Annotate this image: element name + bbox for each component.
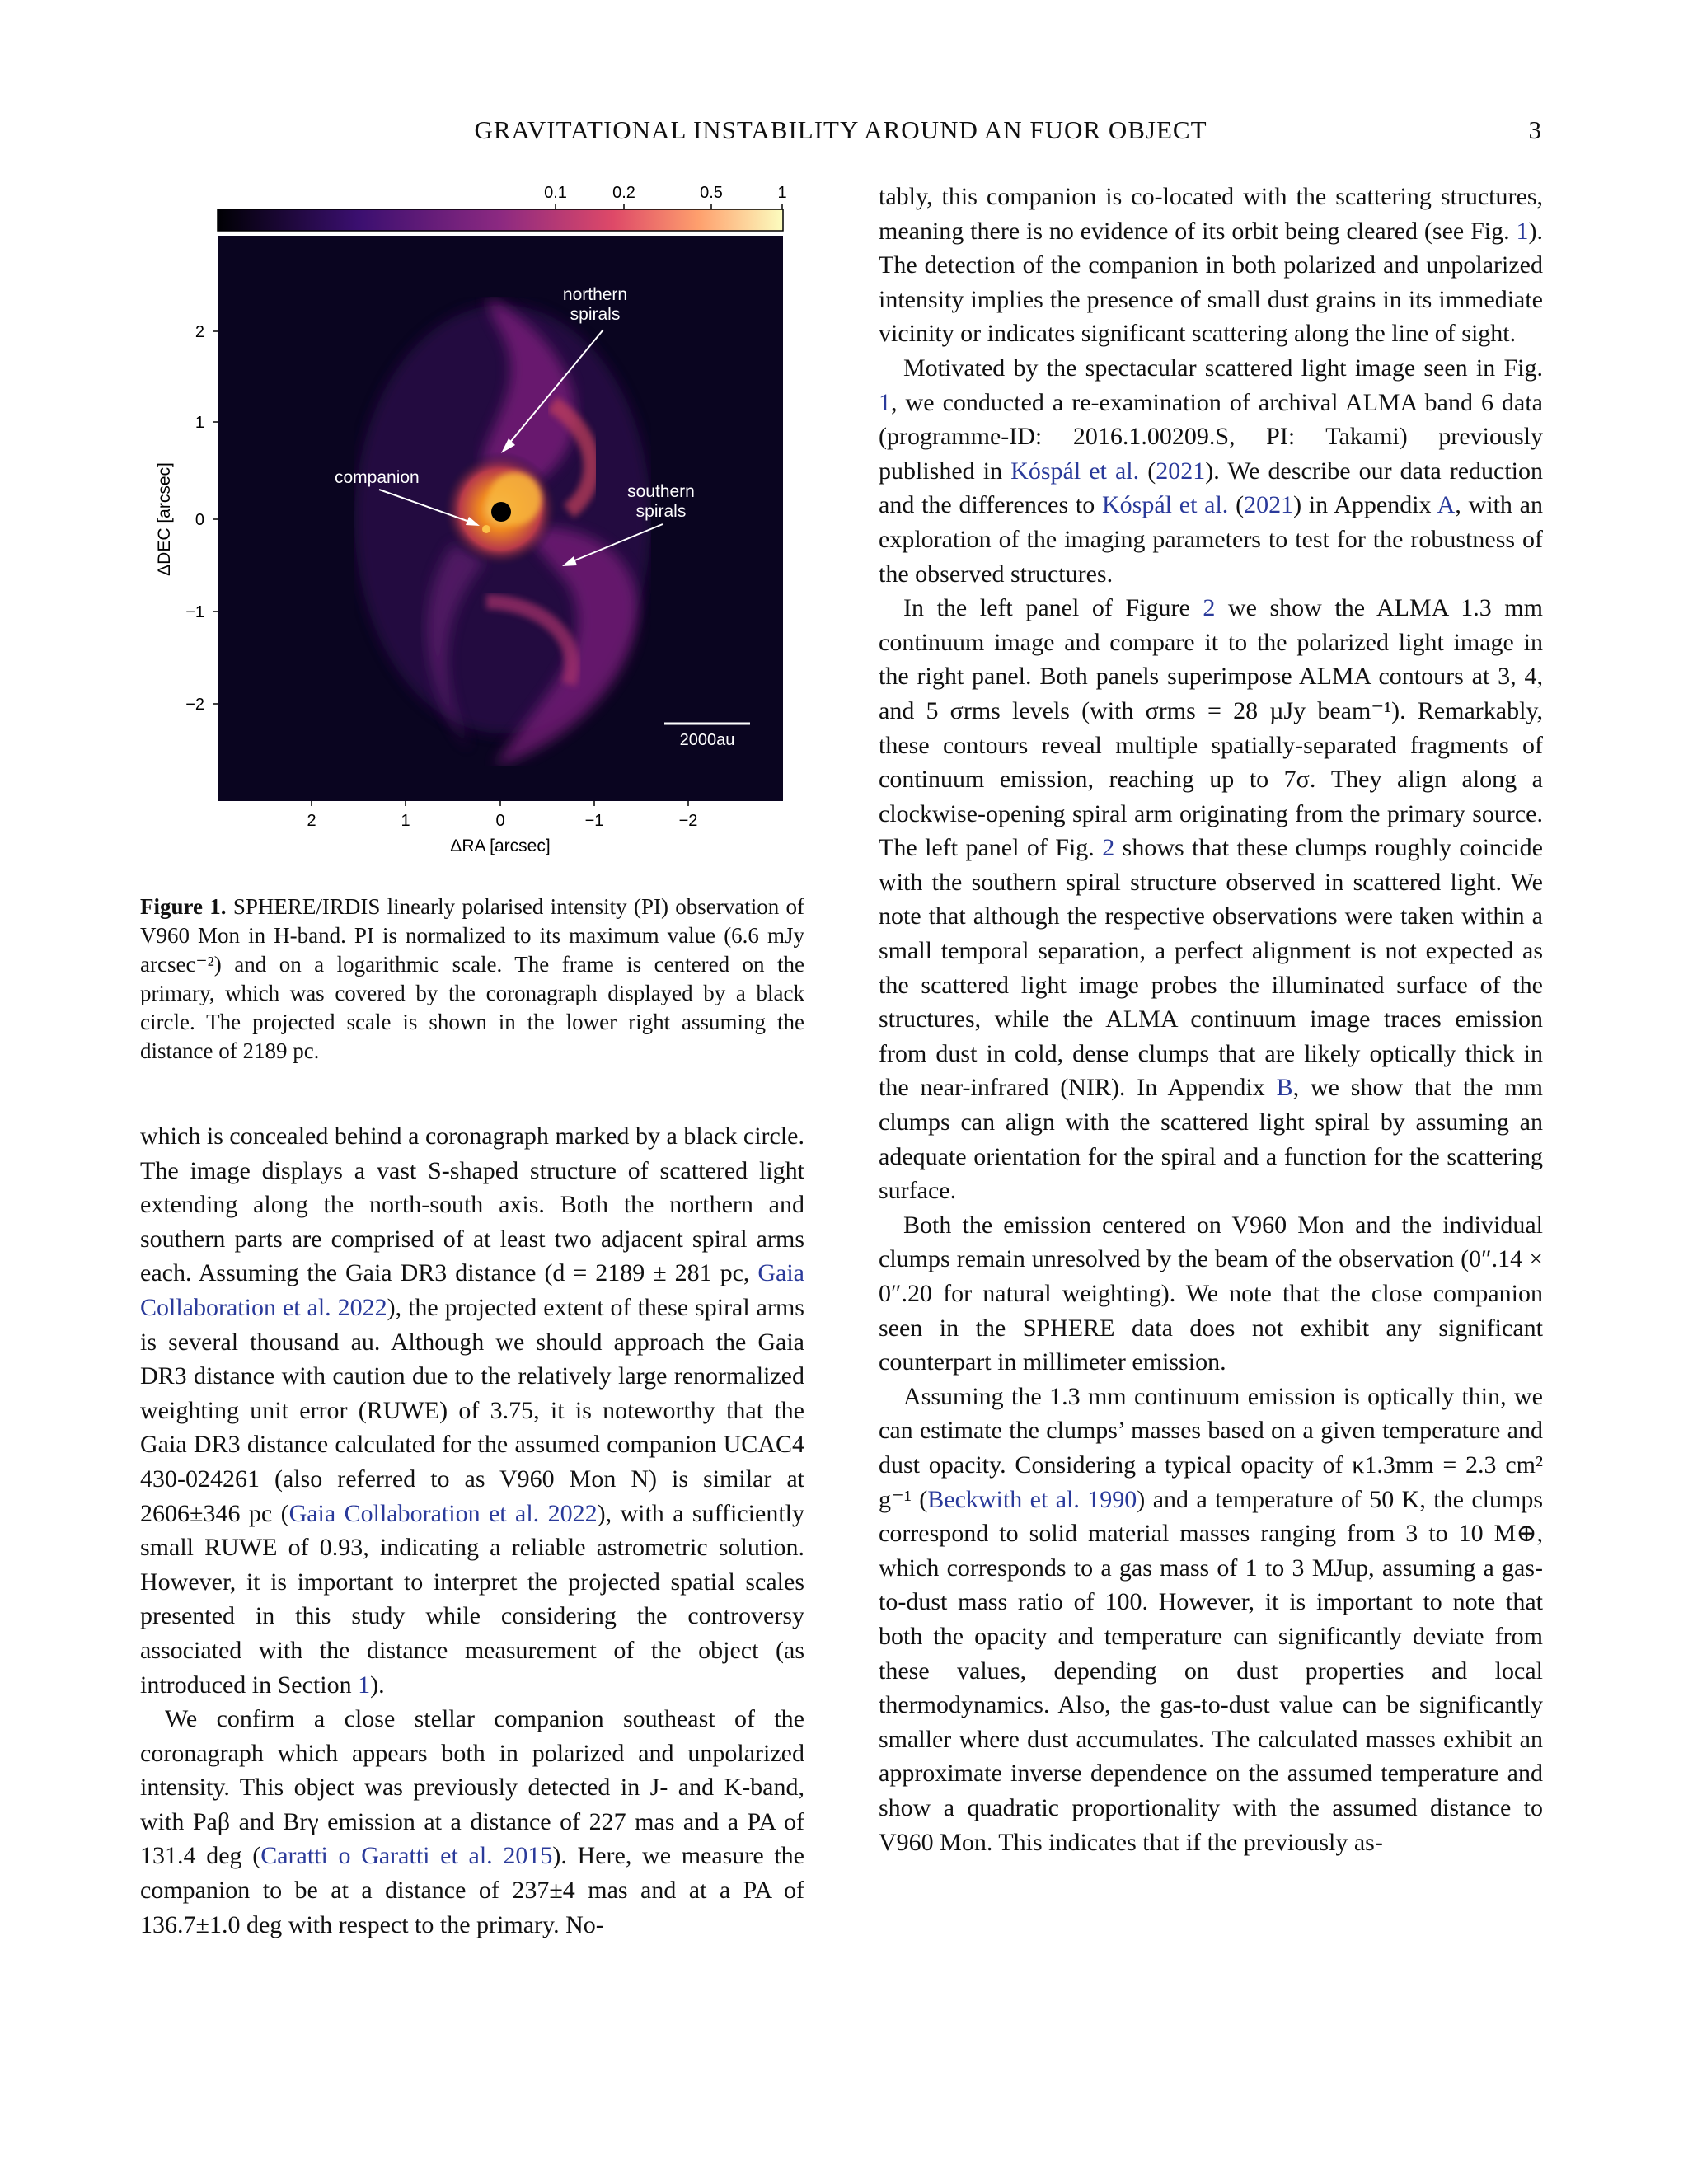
appendix-link[interactable]: A (1437, 491, 1456, 519)
paragraph (140, 1119, 804, 1702)
text-run: , we conducted a re-examination of archival ALMA band 6 data (programme-ID: 2016.1.00209.S, PI: Takami) previously published in (879, 388, 1543, 485)
caption-text: SPHERE/IRDIS linearly polarised intensity (PI) observation of V960 Mon in H-band. PI is normalized to its maximum value (6.6 mJy arcsec⁻²) and on a logarithmic scale. The frame is centered on the primary, which was covered by the coronagraph displayed by a black circle. The projected scale is shown in the lower right assuming the distance of 2189 pc. (140, 894, 804, 1063)
text-run: We confirm a close stellar companion southeast of the coronagraph which appears both in polarized and unpolarized intensity. This object was previously detected in J- and K-band, with Paβ and Brγ emission at a distance of 227 mas and a PA of 131.4 deg ( (140, 1705, 804, 1870)
text-run: ) in Appendix (1293, 491, 1437, 519)
appendix-link[interactable]: B (1276, 1074, 1293, 1102)
text-run: , we show that the mm clumps can align with the scattered light spiral by assuming an adequate orientation for the spiral and a function for the scattering surface. (879, 1074, 1543, 1205)
text-run: tably, this companion is co-located with the scattering structures, meaning there is no evidence of its orbit being cleared (see Fig. (879, 183, 1543, 245)
citation-link[interactable]: Beckwith et al. 1990 (927, 1485, 1137, 1513)
text-run: ). (370, 1671, 385, 1699)
annotation-southern: southern (627, 482, 695, 501)
y-tick-label: −2 (185, 696, 204, 714)
paragraph: Motivated by the spectacular scattered light image seen in Fig. 1, we conducted a re-examination of archival ALMA band 6 data (programme-ID: 2016.1.00209.S, PI: Takami) previously published in Kóspál et al. (2021). We describe our data reduction and the differences to Kóspál et al. (2021) in Appendix A, with an exploration of the imaging parameters to test for the robustness of the observed structures. (879, 354, 1544, 588)
figure-caption (140, 893, 804, 1066)
figure-1-image (140, 173, 804, 898)
section-link[interactable]: 1 (358, 1671, 371, 1699)
coronagraph-mask (491, 502, 511, 522)
text-run: ). Here, we measure the companion to be at a distance of 237±4 mas and at a PA of 136.7±1.0 deg with respect to the primary. No- (140, 1842, 804, 1938)
text-run: which is concealed behind a coronagraph marked by a black circle. The image displays a vast S-shaped structure of scattered light extending along the north-south axis. Both the northern and southern parts are comprised of at least two adjacent spiral arms each. Assuming the Gaia DR3 distance (d = 2189 ± 281 pc, (140, 1122, 804, 1287)
citation-link[interactable]: Kóspál et al. (1102, 491, 1229, 519)
x-tick-label: 1 (401, 812, 410, 830)
y-tick-label: 1 (195, 414, 204, 432)
figure-link[interactable]: 1 (879, 388, 891, 416)
paragraph (879, 180, 1543, 351)
figure-link[interactable]: 1 (1516, 217, 1529, 245)
annotation-southern-line2: spirals (635, 502, 687, 521)
paragraph: Both the emission centered on V960 Mon and the individual clumps remain unresolved by the beam of the observation (0″.14 × 0″.20 for natural weighting). We note that the close companion seen in the SPHERE data does not exhibit any significant counterpart in millimeter emission. (879, 1211, 1543, 1376)
y-axis-label: ΔDEC [arcsec] (155, 462, 174, 576)
annotation-companion: companion (335, 468, 420, 487)
y-tick-label: 0 (195, 511, 204, 529)
y-tick-label: −1 (185, 603, 204, 621)
colorbar-tick-label: 1 (777, 184, 787, 202)
figure-link[interactable]: 2 (1203, 594, 1216, 622)
x-tick-label: −1 (584, 812, 604, 830)
x-tick-label: 0 (495, 812, 505, 830)
citation-link[interactable]: Kóspál et al. (1010, 457, 1140, 485)
x-axis (307, 801, 697, 855)
colorbar-ticks (544, 184, 786, 209)
citation-link[interactable]: Gaia Collaboration et al. 2022 (288, 1499, 598, 1527)
running-header (140, 115, 1541, 148)
x-tick-label: −2 (678, 812, 698, 830)
text-run: ) and a temperature of 50 K, the clumps correspond to solid material masses ranging from 3 to 10 M⊕, which corresponds to a gas mass of 1 to 3 MJup, assuming a gas-to-dust mass ratio of 100. However, it is important to note that both the opacity and temperature can significantly deviate from these values, depending on dust properties and local thermodynamics. Also, the gas-to-dust value can be significantly smaller where dust accumulates. The calculated masses exhibit an approximate inverse dependence on the assumed temperature and show a quadratic proportionality with the assumed distance to V960 Mon. This indicates that if the previously as- (879, 1485, 1543, 1856)
paragraph (140, 1702, 804, 1942)
text-run: we show the ALMA 1.3 mm continuum image and compare it to the polarized light image in the right panel. Both panels superimpose ALMA contours at 3, 4, and 5 σrms levels (with σrms = 28 µJy beam⁻¹). Remarkably, these contours reveal multiple spatially-separated fragments of continuum emission, reaching up to 7σ. They align along a clockwise-opening spiral arm originating from the primary source. The left panel of Fig. (879, 594, 1543, 862)
running-title: GRAVITATIONAL INSTABILITY AROUND AN FUOR OBJECT (474, 115, 1207, 144)
figure-1 (140, 173, 804, 898)
figure-link[interactable]: 2 (1102, 834, 1115, 862)
citation-year-link[interactable]: 2021 (1244, 491, 1294, 519)
colorbar-tick-label: 0.1 (544, 184, 567, 202)
text-run: , with an exploration of the imaging parameters to test for the robustness of the observed structures. (879, 491, 1543, 588)
text-run: ), the projected extent of these spiral arms is several thousand au. Although we should approach the Gaia DR3 distance with caution due to the relatively large renormalized weighting unit error (RUWE) of 3.75, it is noteworthy that the Gaia DR3 distance calculated for the assumed companion UCAC4 430-024261 (also referred to as V960 Mon N) is similar at 2606±346 pc ( (140, 1293, 804, 1527)
x-axis-label: ΔRA [arcsec] (450, 837, 551, 855)
citation-link[interactable]: Gaia Collaboration et al. 2022 (140, 1259, 804, 1321)
caption-label: Figure 1. (140, 894, 227, 919)
y-tick-label: 2 (195, 323, 204, 341)
text-run: Motivated by the spectacular scattered light image seen in Fig. (903, 354, 1543, 382)
colorbar (218, 209, 783, 231)
left-column-text (140, 1119, 804, 1942)
companion-marker (482, 525, 490, 533)
paragraph (879, 591, 1543, 1208)
text-run: Assuming the 1.3 mm continuum emission is optically thin, we can estimate the clumps’ masses based on a given temperature and dust opacity. Considering a typical opacity of κ1.3mm = 2.3 cm² g⁻¹ ( (879, 1382, 1543, 1513)
annotation-northern: northern (562, 285, 628, 304)
right-column-text (879, 180, 1543, 1859)
text-run: ). We describe our data reduction and the differences to (879, 457, 1544, 519)
citation-link[interactable]: Caratti o Garatti et al. 2015 (260, 1842, 553, 1870)
y-axis (155, 323, 218, 714)
text-run: ), with a sufficiently small RUWE of 0.93, indicating a reliable astrometric solution. However, it is important to interpret the projected spatial scales presented in this study while considering the controversy associated with the distance measurement of the object (as introduced in Section (140, 1499, 804, 1699)
annotation-northern-line2: spirals (570, 305, 621, 324)
text-run: In the left panel of Figure (903, 594, 1203, 622)
x-tick-label: 2 (307, 812, 316, 830)
page-number: 3 (1528, 115, 1541, 144)
colorbar-tick-label: 0.5 (700, 184, 723, 202)
text-run: shows that these clumps roughly coincide with the southern spiral structure observed in scattered light. We note that although the respective observations were taken within a small temporal separation, a perfect alignment is not expected as the scattered light image probes the illuminated surface of the structures, while the ALMA continuum image traces emission from dust in cold, dense clumps that are likely optically thick in the near-infrared (NIR). In Appendix (879, 834, 1544, 1102)
paragraph (879, 1380, 1543, 1859)
text-run: ). The detection of the companion in both polarized and unpolarized intensity implies the presence of small dust grains in its immediate vicinity or indicates significant scattering along the line of sight. (879, 217, 1543, 348)
colorbar-tick-label: 0.2 (612, 184, 635, 202)
scale-bar-label: 2000au (679, 731, 735, 749)
citation-year-link[interactable]: 2021 (1156, 457, 1206, 485)
